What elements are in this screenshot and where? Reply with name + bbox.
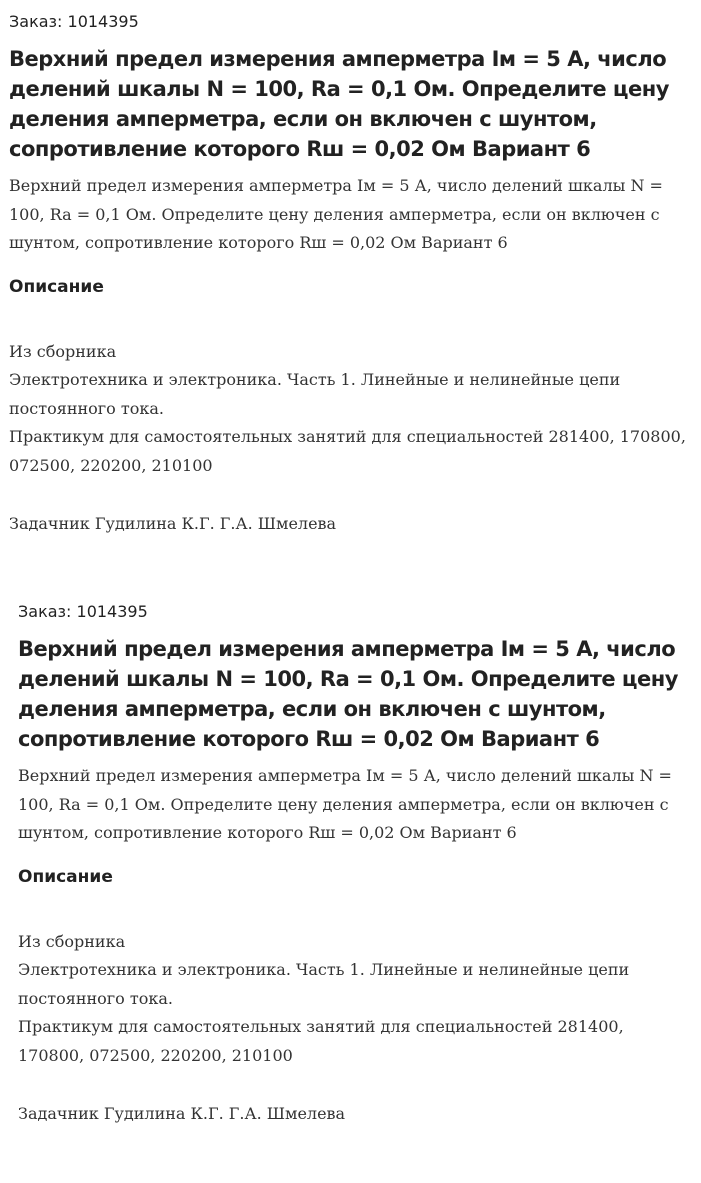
description-heading: Описание xyxy=(9,276,104,297)
description-book: Электротехника и электроника. Часть 1. Линейные и нелинейные цепи постоянного тока. xyxy=(9,370,621,418)
description-book: Электротехника и электроника. Часть 1. Линейные и нелинейные цепи постоянного тока. xyxy=(18,960,630,1008)
spacer xyxy=(9,298,693,338)
description-source: Из сборника xyxy=(9,341,117,361)
product-title: Верхний предел измерения амперметра Iм = 5 А, число делений шкалы N = 100, Ra = 0,1 Ом. Определите цену деления амперметра, если он включен с шунтом, сопротивление которого Rш = 0,02 Ом Вариант 6 xyxy=(9,47,669,161)
description-practicum: Практикум для самостоятельных занятий для специальностей 281400, 170800, 072500, 220200, 210100 xyxy=(9,427,686,475)
description-practicum: Практикум для самостоятельных занятий для специальностей 281400, 170800, 072500, 220200, 210100 xyxy=(18,1017,624,1065)
product-block-1 xyxy=(0,0,701,539)
product-lead: Верхний предел измерения амперметра Iм = 5 А, число делений шкалы N = 100, Ra = 0,1 Ом. Определите цену деления амперметра, если он включен с шунтом, сопротивление которого Rш = 0,02 Ом Вариант 6 xyxy=(9,176,663,252)
product-block-2 xyxy=(0,590,701,1129)
spacer xyxy=(18,888,693,928)
product-title: Верхний предел измерения амперметра Iм = 5 А, число делений шкалы N = 100, Ra = 0,1 Ом. Определите цену деления амперметра, если он включен с шунтом, сопротивление которого Rш = 0,02 Ом Вариант 6 xyxy=(18,637,678,751)
spacer xyxy=(18,1070,693,1100)
order-number: Заказ: 1014395 xyxy=(18,602,148,621)
description-author: Задачник Гудилина К.Г. Г.А. Шмелева xyxy=(18,1104,346,1123)
description-source: Из сборника xyxy=(18,931,126,951)
spacer xyxy=(9,480,693,510)
product-lead: Верхний предел измерения амперметра Iм = 5 А, число делений шкалы N = 100, Ra = 0,1 Ом. Определите цену деления амперметра, если он включен с шунтом, сопротивление которого Rш = 0,02 Ом Вариант 6 xyxy=(18,766,672,842)
order-number: Заказ: 1014395 xyxy=(9,12,139,31)
description-heading: Описание xyxy=(18,866,113,887)
description-author: Задачник Гудилина К.Г. Г.А. Шмелева xyxy=(9,514,337,533)
